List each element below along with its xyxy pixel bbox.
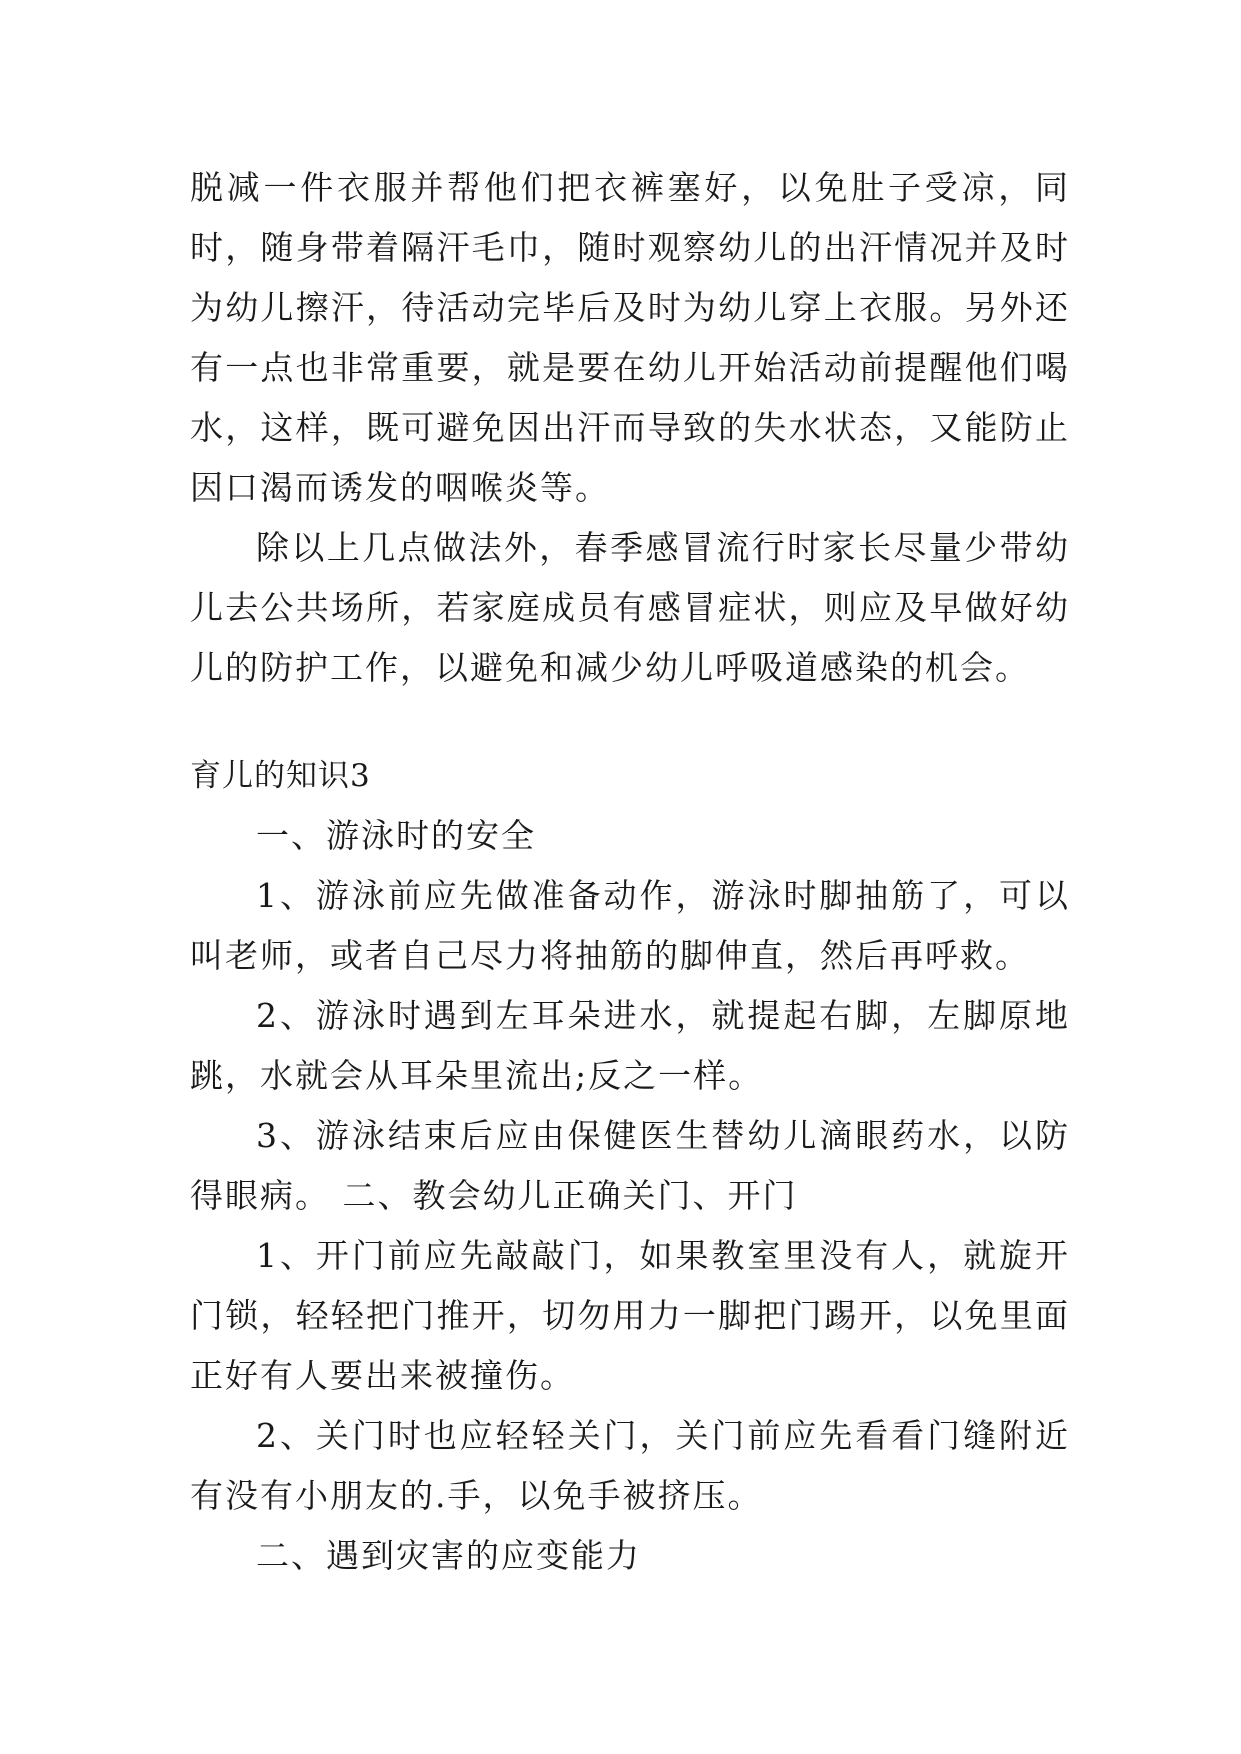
paragraph: 除以上几点做法外，春季感冒流行时家长尽量少带幼儿去公共场所，若家庭成员有感冒症状，则应及早做好幼儿的防护工作，以避免和减少幼儿呼吸道感染的机会。 bbox=[190, 528, 1070, 687]
document-body bbox=[190, 158, 1070, 1586]
list-item: 1、游泳前应先做准备动作，游泳时脚抽筋了，可以叫老师，或者自己尽力将抽筋的脚伸直，然后再呼救。 bbox=[190, 876, 1070, 975]
section-heading: 育儿的知识3 bbox=[190, 758, 371, 794]
subsection-heading: 一、游泳时的安全 bbox=[256, 816, 536, 855]
paragraph-continued: 脱减一件衣服并帮他们把衣裤塞好，以免肚子受凉，同时，随身带着隔汗毛巾，随时观察幼儿的出汗情况并及时为幼儿擦汗，待活动完毕后及时为幼儿穿上衣服。另外还有一点也非常重要，就是要在幼儿开始活动前提醒他们喝水，这样，既可避免因出汗而导致的失水状态，又能防止因口渴而诱发的咽喉炎等。 bbox=[190, 168, 1070, 507]
list-item: 3、游泳结束后应由保健医生替幼儿滴眼药水，以防得眼病。 二、教会幼儿正确关门、开门 bbox=[190, 1116, 1070, 1215]
subsection-heading: 二、遇到灾害的应变能力 bbox=[256, 1536, 641, 1575]
list-item: 2、游泳时遇到左耳朵进水，就提起右脚，左脚原地跳，水就会从耳朵里流出;反之一样。 bbox=[190, 996, 1070, 1095]
list-item: 1、开门前应先敲敲门，如果教室里没有人，就旋开门锁，轻轻把门推开，切勿用力一脚把门踢开，以免里面正好有人要出来被撞伤。 bbox=[190, 1236, 1070, 1395]
list-item: 2、关门时也应轻轻关门，关门前应先看看门缝附近有没有小朋友的.手，以免手被挤压。 bbox=[190, 1416, 1070, 1515]
